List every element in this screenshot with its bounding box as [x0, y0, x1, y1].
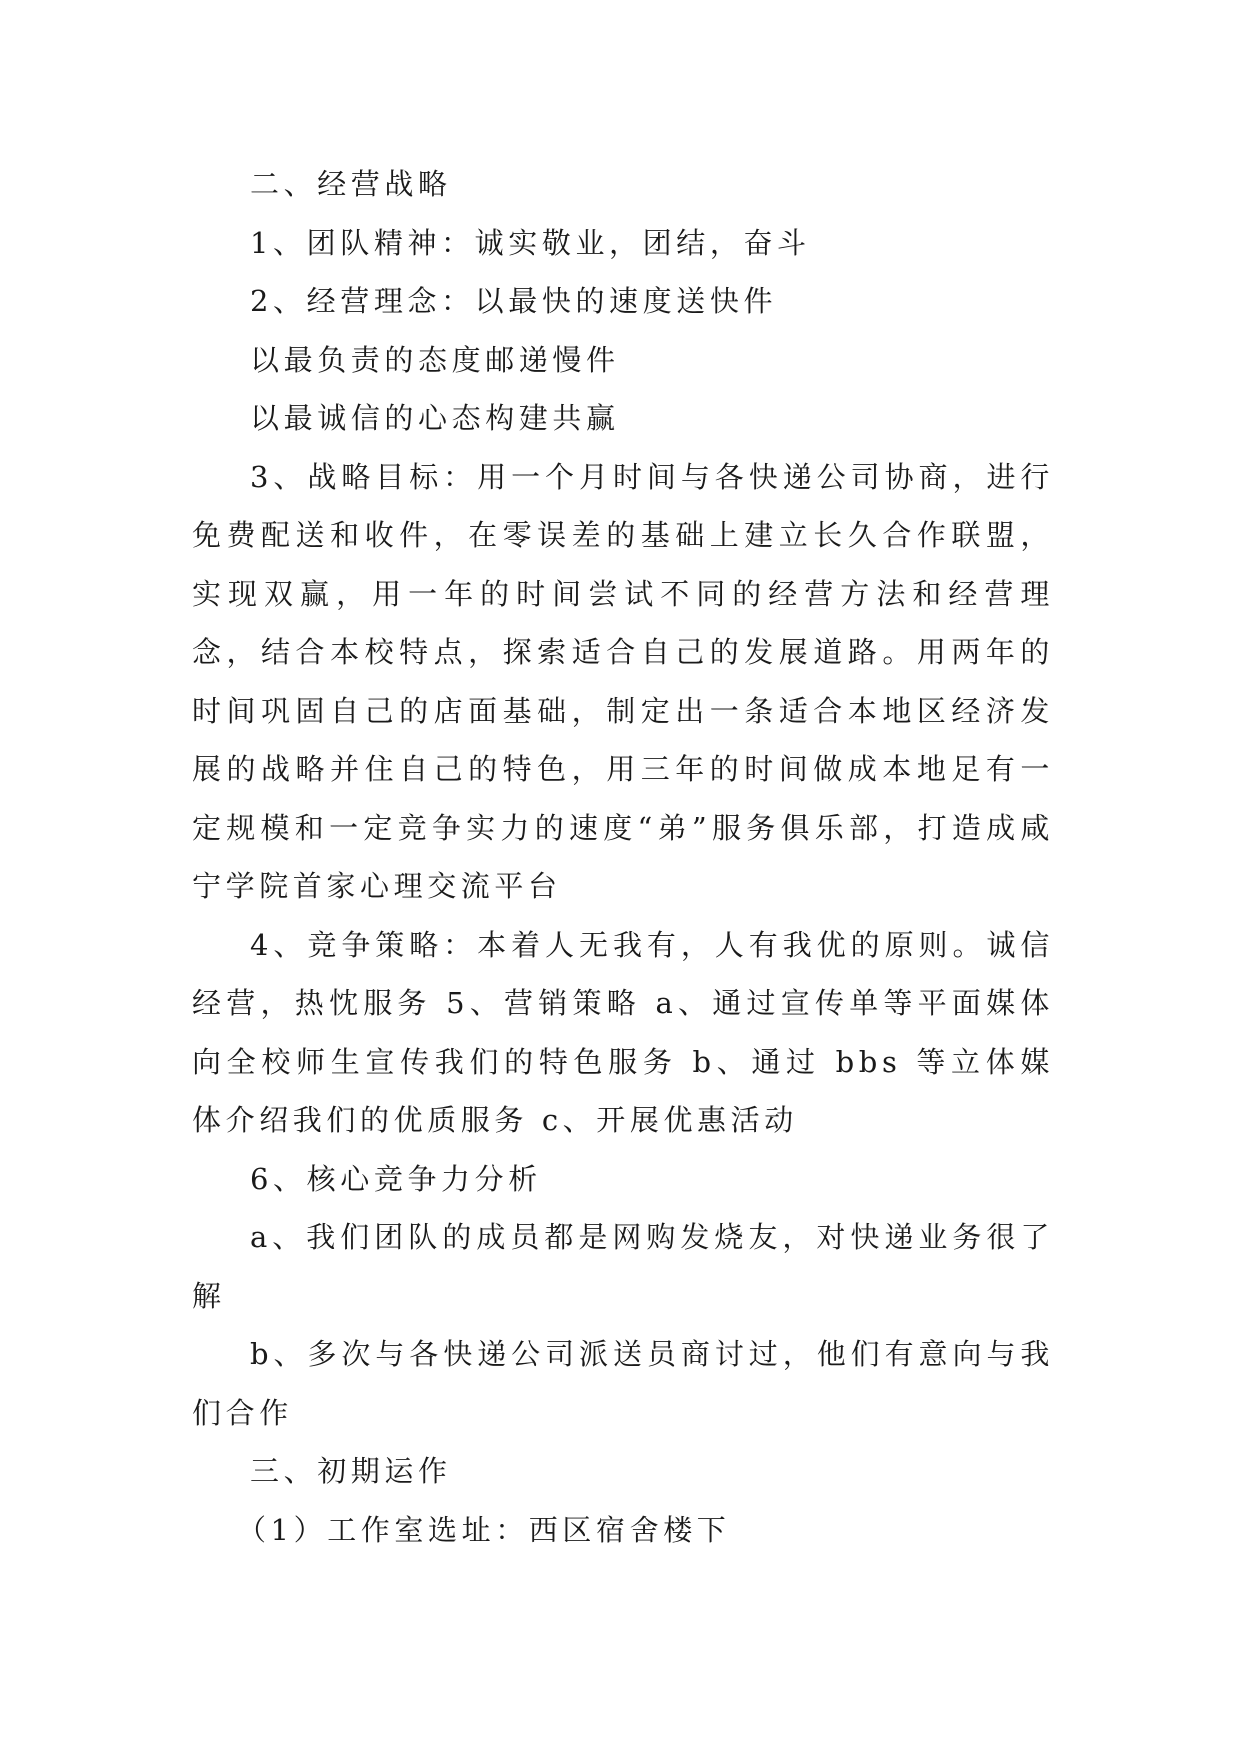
paragraph-team-spirit: 1、团队精神：诚实敬业，团结，奋斗 [250, 225, 811, 260]
paragraph-strategic-goals: 3、战略目标：用一个月时间与各快递公司协商，进行免费配送和收件，在零误差的基础上建立长久合作联盟，实现双赢，用一年的时间尝试不同的经营方法和经营理念，结合本校特点，探索适合自己的发展道路。用两年的时间巩固自己的店面基础，制定出一条适合本地区经济发展的战略并住自己的特色，用三年的时间做成本地足有一定规模和一定竞争实力的速度“弟”服务俱乐部，打造成咸宁学院首家心理交流平台 [192, 459, 1054, 903]
section-heading-initial-operation: 三、初期运作 [250, 1454, 452, 1488]
section-heading-business-strategy: 二、经营战略 [250, 167, 452, 201]
document-body [192, 155, 1054, 1559]
paragraph-studio-location: （1）工作室选址：西区宿舍楼下 [236, 1512, 731, 1547]
paragraph-philosophy-line-3: 以最诚信的心态构建共赢 [250, 401, 620, 435]
paragraph-competition-strategy: 4、竞争策略：本着人无我有，人有我优的原则。诚信经营，热忱服务 5、营销策略 a、通过宣传单等平面媒体向全校师生宣传我们的特色服务 b、通过 bbs 等立体媒体介绍我们的优质服务 c、开展优惠活动 [192, 927, 1054, 1137]
paragraph-core-competence-b: b、多次与各快递公司派送员商讨过，他们有意向与我们合作 [192, 1337, 1054, 1430]
paragraph-business-philosophy: 2、经营理念：以最快的速度送快件 [250, 284, 778, 318]
paragraph-philosophy-line-2: 以最负责的态度邮递慢件 [250, 342, 620, 377]
paragraph-core-competence-a: a、我们团队的成员都是网购发烧友，对快递业务很了解 [192, 1220, 1054, 1313]
paragraph-core-competence-heading: 6、核心竞争力分析 [250, 1161, 542, 1196]
